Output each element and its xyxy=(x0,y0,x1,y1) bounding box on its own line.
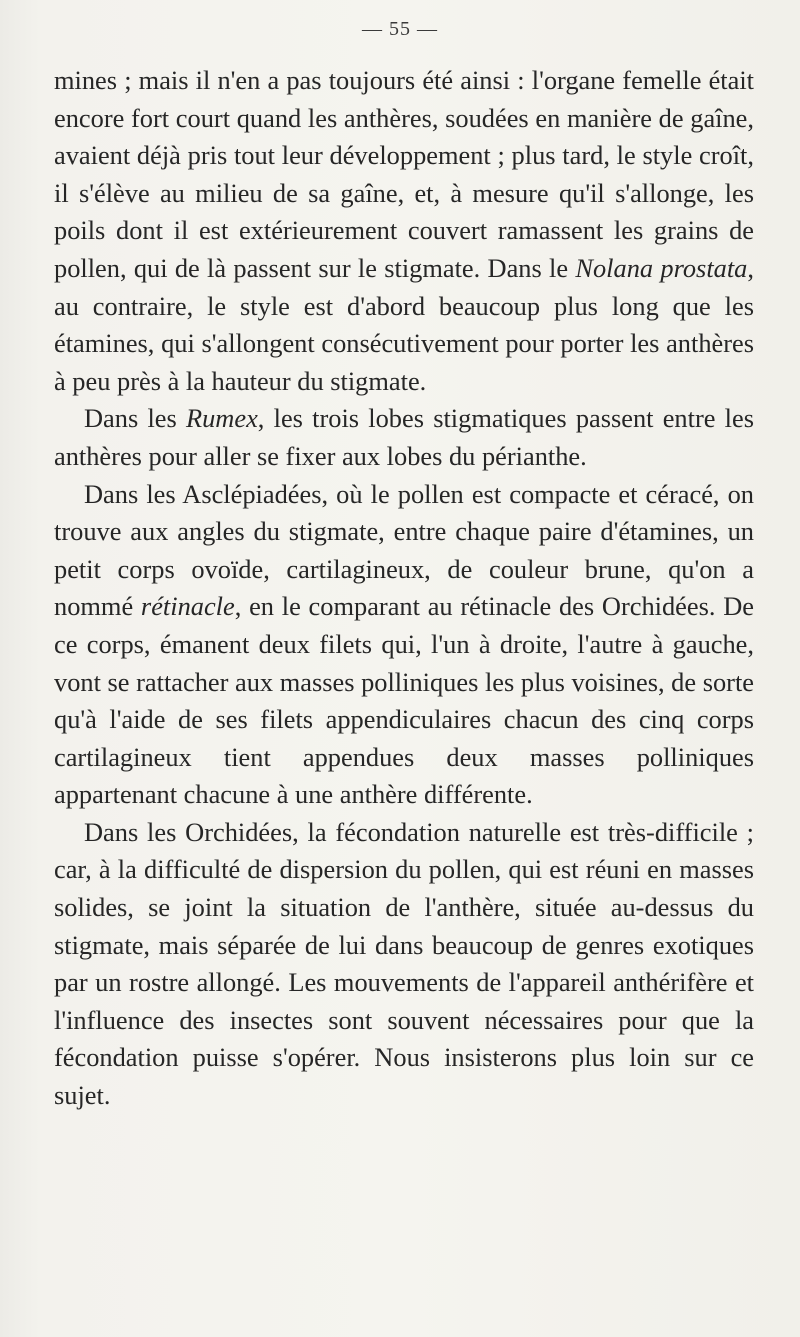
paragraph-2-text-a: Dans les xyxy=(84,403,186,434)
paragraph-4 xyxy=(54,814,754,1115)
page-number: — 55 — xyxy=(362,18,438,40)
paragraph-3-text-a: Dans les Asclépiadées, où le pollen est compacte et céracé, on trouve aux angles du stigmate, entre chaque paire d'étamines, un petit corps ovoïde, cartilagineux, de couleur brune, qu'on a nommé xyxy=(54,478,754,622)
paragraph-3-text-b: , en le comparant au rétinacle des Orchidées. De ce corps, émanent deux filets qui, l'un à droite, l'autre à gauche, vont se rattacher aux masses polliniques les plus voisines, de sorte qu'à l'aide de ses filets appendiculaires chacun des cinq corps cartilagineux tient appendues deux masses polliniques appartenant chacune à une anthère différente. xyxy=(54,591,754,810)
genus-name-rumex: Rumex xyxy=(185,403,258,434)
term-retinacle: rétinacle xyxy=(140,591,235,622)
paragraph-4-text: Dans les Orchidées, la fécondation naturelle est très-difficile ; car, à la difficulté de dispersion du pollen, qui est réuni en masses solides, se joint la situation de l'anthère, située au-dessus du stigmate, mais séparée de lui dans beaucoup de genres exotiques par un rostre allongé. Les mouvements de l'appareil anthérifère et l'influence des insectes sont souvent nécessaires pour que la fécondation puisse s'opérer. Nous insisterons plus loin sur ce sujet. xyxy=(54,816,754,1111)
paragraph-3 xyxy=(54,476,754,814)
paragraph-1-text-b: , au contraire, le style est d'abord beaucoup plus long que les étamines, qui s'allongent consécutivement pour porter les anthères à peu près à la hauteur du stigmate. xyxy=(54,252,754,396)
paragraph-2-text-b: , les trois lobes stigmatiques passent entre les anthères pour aller se fixer aux lobes du périanthe. xyxy=(54,403,754,471)
paragraph-2 xyxy=(54,400,754,475)
body-text xyxy=(54,62,754,1115)
paragraph-1 xyxy=(54,62,754,400)
paragraph-1-text-a: mines ; mais il n'en a pas toujours été ainsi : l'organe femelle était encore fort court quand les anthères, soudées en manière de gaîne, avaient déjà pris tout leur développement ; plus tard, le style croît, il s'élève au milieu de sa gaîne, et, à mesure qu'il s'allonge, les poils dont il est extérieurement couvert ramassent les grains de pollen, qui de là passent sur le stigmate. Dans le xyxy=(54,65,754,283)
species-name-nolana: Nolana prostata xyxy=(575,252,748,283)
